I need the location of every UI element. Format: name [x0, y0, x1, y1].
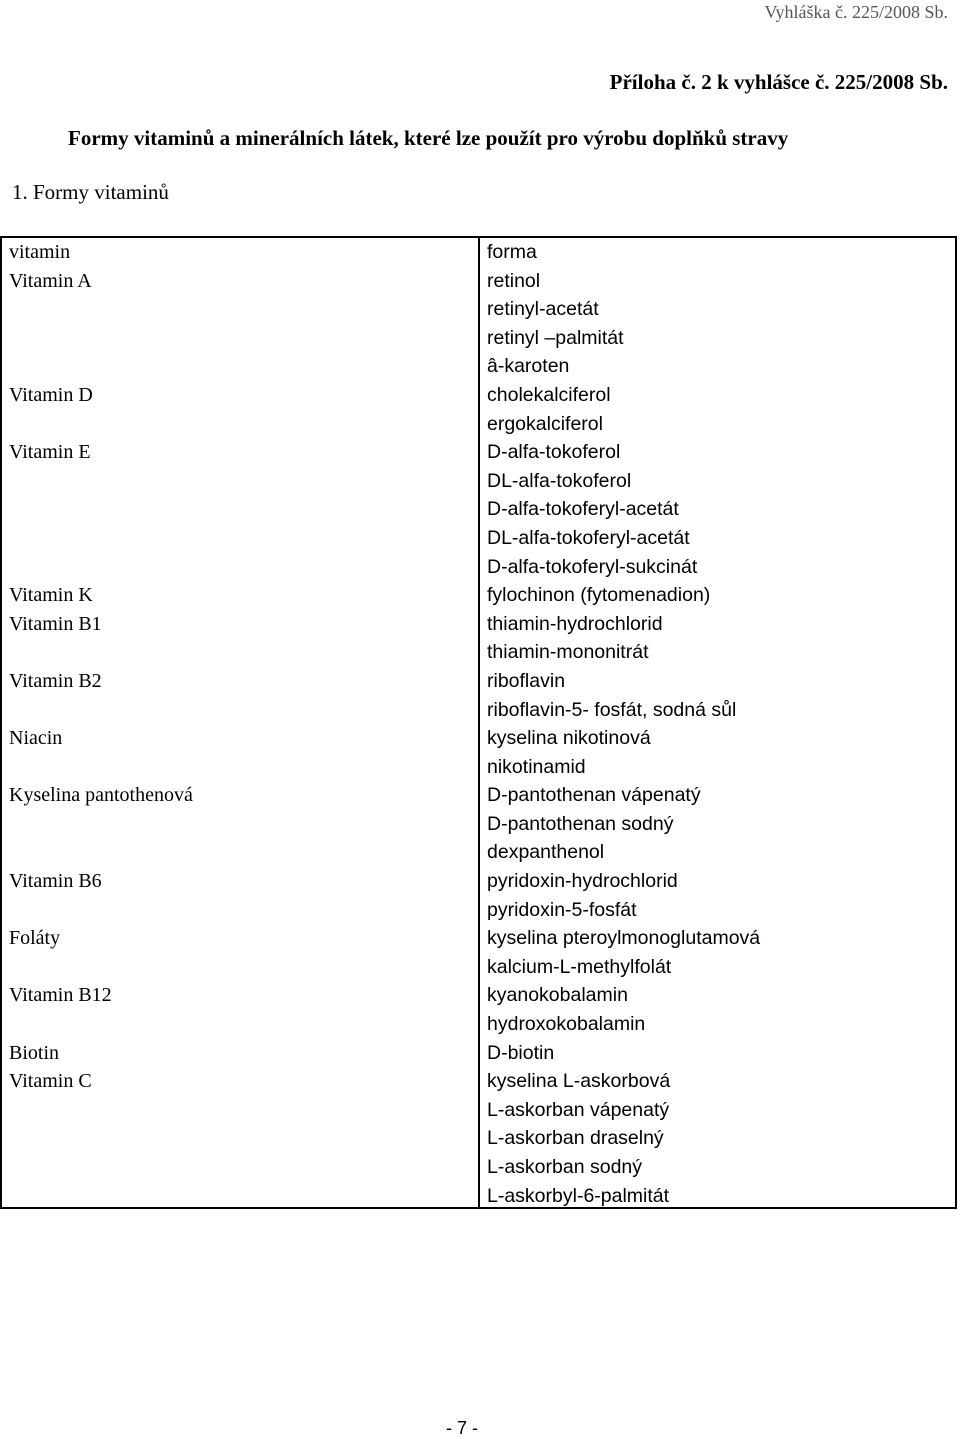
vitamin-name-cell: Vitamin K [9, 584, 93, 607]
vitamin-name-cell: Vitamin E [9, 441, 91, 464]
vitamin-form-cell: retinyl –palmitát [487, 326, 624, 349]
vitamin-form-cell: D-pantothenan sodný [487, 812, 674, 835]
vitamin-name-cell [9, 553, 475, 582]
vitamin-forms-table [0, 236, 957, 1209]
vitamin-name-cell [9, 467, 475, 496]
vitamin-form-cell: retinol [487, 269, 541, 292]
vitamin-name-cell [9, 953, 475, 982]
vitamin-form-cell: D-biotin [487, 1041, 555, 1064]
vitamin-name-cell [9, 753, 475, 782]
vitamin-name-cell: Foláty [9, 927, 61, 950]
vitamin-name-cell [9, 1182, 475, 1211]
vitamin-name-cell [9, 1010, 475, 1039]
vitamin-form-cell: retinyl-acetát [487, 298, 599, 321]
form-column [487, 238, 952, 1210]
vitamin-name-cell: Niacin [9, 727, 63, 750]
vitamin-name-cell: Vitamin B1 [9, 612, 102, 635]
vitamin-name-cell: Vitamin B12 [9, 984, 112, 1007]
column-header-form: forma [487, 241, 537, 263]
vitamin-form-cell: pyridoxin-hydrochlorid [487, 870, 678, 893]
vitamin-name-cell: Vitamin D [9, 383, 93, 406]
vitamin-form-cell: L-askorbyl-6-palmitát [487, 1184, 670, 1207]
vitamin-name-cell [9, 352, 475, 381]
vitamin-form-cell: kyanokobalamin [487, 984, 628, 1007]
vitamin-form-cell: dexpanthenol [487, 841, 605, 864]
annex-title: Příloha č. 2 k vyhlášce č. 225/2008 Sb. [609, 70, 948, 94]
vitamin-form-cell: pyridoxin-5-fosfát [487, 898, 637, 921]
vitamin-name-cell: Vitamin A [9, 269, 92, 292]
vitamin-name-cell [9, 295, 475, 324]
vitamin-form-cell: ergokalciferol [487, 412, 603, 435]
vitamin-form-cell: kyselina L-askorbová [487, 1070, 671, 1093]
vitamin-form-cell: thiamin-hydrochlorid [487, 612, 663, 635]
vitamin-form-cell: DL-alfa-tokoferol [487, 469, 632, 492]
vitamin-form-cell: kyselina pteroylmonoglutamová [487, 927, 761, 950]
page-number [0, 1418, 960, 1439]
vitamin-name-cell [9, 324, 475, 353]
vitamin-name-cell [9, 696, 475, 725]
vitamin-name-cell [9, 410, 475, 439]
vitamin-form-cell: kyselina nikotinová [487, 727, 651, 750]
vitamin-name-cell [9, 896, 475, 925]
vitamin-name-cell [9, 495, 475, 524]
page-number-text: - 7 - [445, 1418, 478, 1438]
vitamin-name-cell [9, 1096, 475, 1125]
vitamin-form-cell: L-askorban sodný [487, 1156, 643, 1178]
vitamin-form-cell: DL-alfa-tokoferyl-acetát [487, 526, 690, 549]
vitamin-form-cell: D-alfa-tokoferyl-sukcinát [487, 555, 698, 578]
vitamin-form-cell: D-pantothenan vápenatý [487, 784, 701, 807]
page-title: Formy vitaminů a minerálních látek, které lze použít pro výrobu doplňků stravy [68, 126, 789, 150]
vitamin-name-cell: Vitamin B6 [9, 870, 102, 893]
vitamin-name-cell [9, 638, 475, 667]
document-reference: Vyhláška č. 225/2008 Sb. [764, 2, 948, 22]
column-header-vitamin: vitamin [9, 241, 71, 263]
vitamin-form-cell: thiamin-mononitrát [487, 641, 649, 664]
vitamin-form-cell: L-askorban draselný [487, 1127, 664, 1150]
vitamin-name-cell [9, 1153, 475, 1182]
vitamin-name-cell [9, 1124, 475, 1153]
column-divider [478, 238, 480, 1207]
vitamin-form-cell: kalcium-L-methylfolát [487, 955, 672, 978]
vitamin-form-cell: fylochinon (fytomenadion) [487, 584, 711, 607]
vitamin-name-cell [9, 810, 475, 839]
vitamin-name-cell [9, 524, 475, 553]
vitamin-name-cell: Kyselina pantothenová [9, 784, 193, 807]
vitamin-form-cell: D-alfa-tokoferyl-acetát [487, 498, 679, 521]
vitamin-form-cell: riboflavin [487, 669, 566, 692]
vitamin-form-cell: D-alfa-tokoferol [487, 441, 621, 464]
section-title: 1. Formy vitaminů [12, 180, 169, 204]
vitamin-form-cell: nikotinamid [487, 755, 586, 778]
vitamin-form-cell: riboflavin-5- fosfát, sodná sůl [487, 698, 737, 721]
vitamin-name-cell: Biotin [9, 1041, 60, 1064]
vitamin-name-cell: Vitamin C [9, 1070, 92, 1093]
vitamin-name-cell [9, 838, 475, 867]
vitamin-form-cell: L-askorban vápenatý [487, 1098, 670, 1121]
vitamin-form-cell: â-karoten [487, 355, 570, 378]
vitamin-column [9, 238, 475, 1210]
vitamin-name-cell: Vitamin B2 [9, 669, 102, 692]
vitamin-form-cell: cholekalciferol [487, 383, 611, 406]
vitamin-form-cell: hydroxokobalamin [487, 1013, 646, 1036]
